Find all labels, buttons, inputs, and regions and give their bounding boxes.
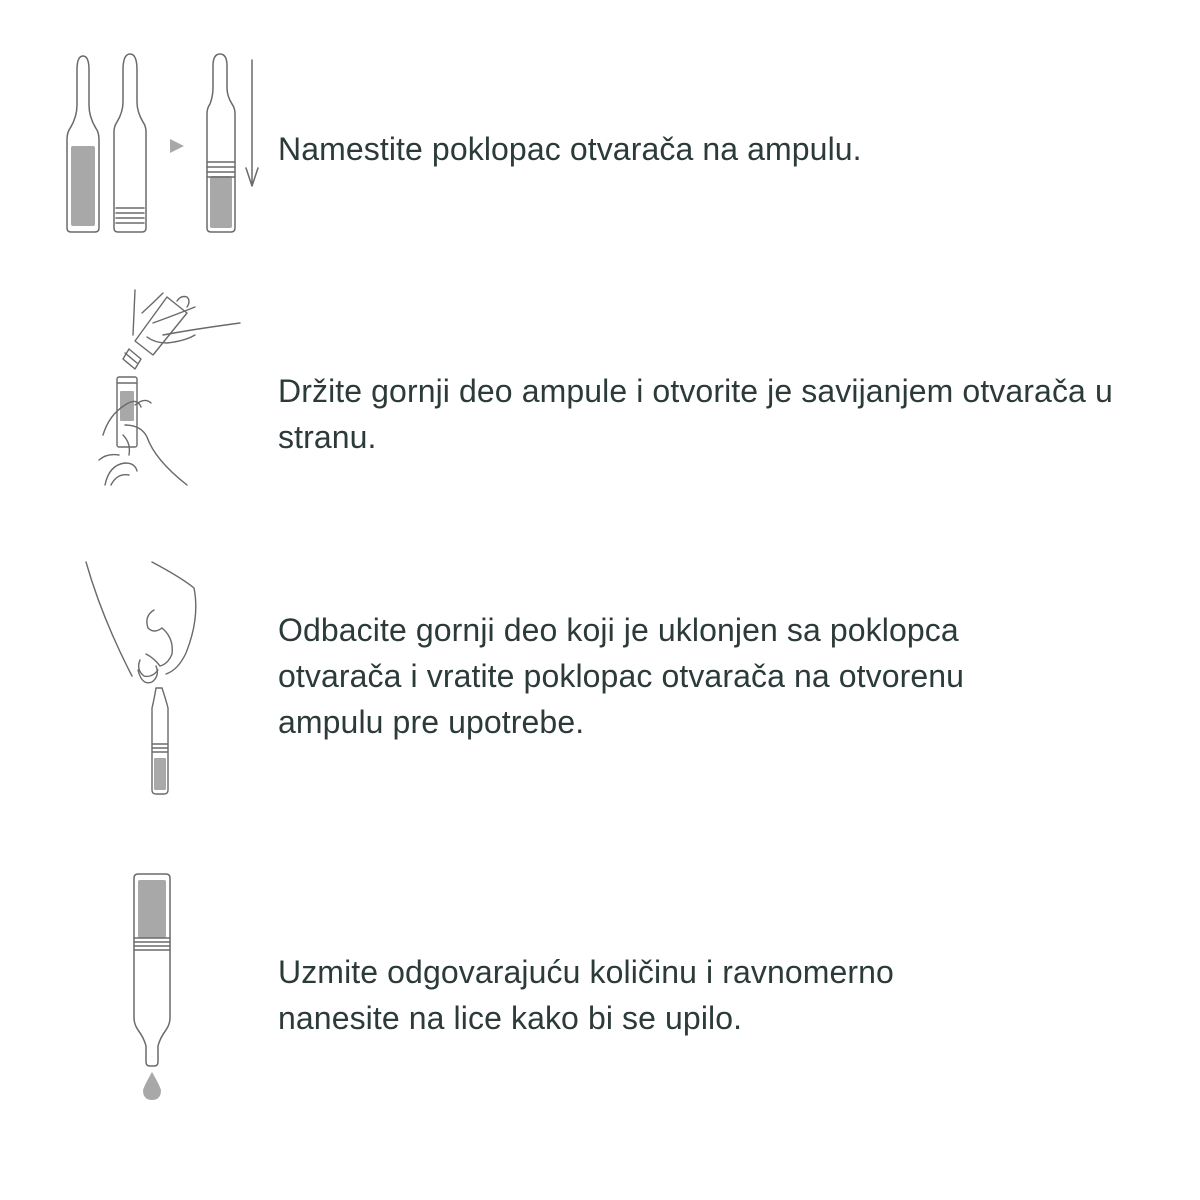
hands-opening-ampoule-icon: [95, 285, 245, 495]
step-3-line-3: ampulu pre upotrebe.: [278, 704, 585, 740]
step-2-text: [278, 368, 1113, 460]
step-4-text: [278, 949, 894, 1041]
step-4-line-2: nanesite na lice kako bi se upilo.: [278, 1000, 743, 1036]
step-2-line-1: Držite gornji deo ampule i otvorite je savijanjem otvarača u: [278, 373, 1113, 409]
step-1-text: [278, 126, 862, 172]
step-2: [0, 260, 1200, 510]
ampoule-cap-fitting-icon: [60, 50, 270, 240]
hand-replacing-cap-icon: [82, 558, 212, 798]
step-4: [0, 820, 1200, 1120]
step-3-line-1: Odbacite gornji deo koji je uklonjen sa poklopca: [278, 612, 959, 648]
step-3: [0, 510, 1200, 820]
ampoule-dispensing-drop-icon: [125, 870, 185, 1105]
step-1: [0, 0, 1200, 260]
step-1-line-1: Namestite poklopac otvarača na ampulu.: [278, 131, 862, 167]
step-3-text: [278, 607, 964, 745]
step-4-line-1: Uzmite odgovarajuću količinu i ravnomerno: [278, 954, 894, 990]
step-2-line-2: stranu.: [278, 419, 377, 455]
step-3-line-2: otvarača i vratite poklopac otvarača na otvorenu: [278, 658, 965, 694]
